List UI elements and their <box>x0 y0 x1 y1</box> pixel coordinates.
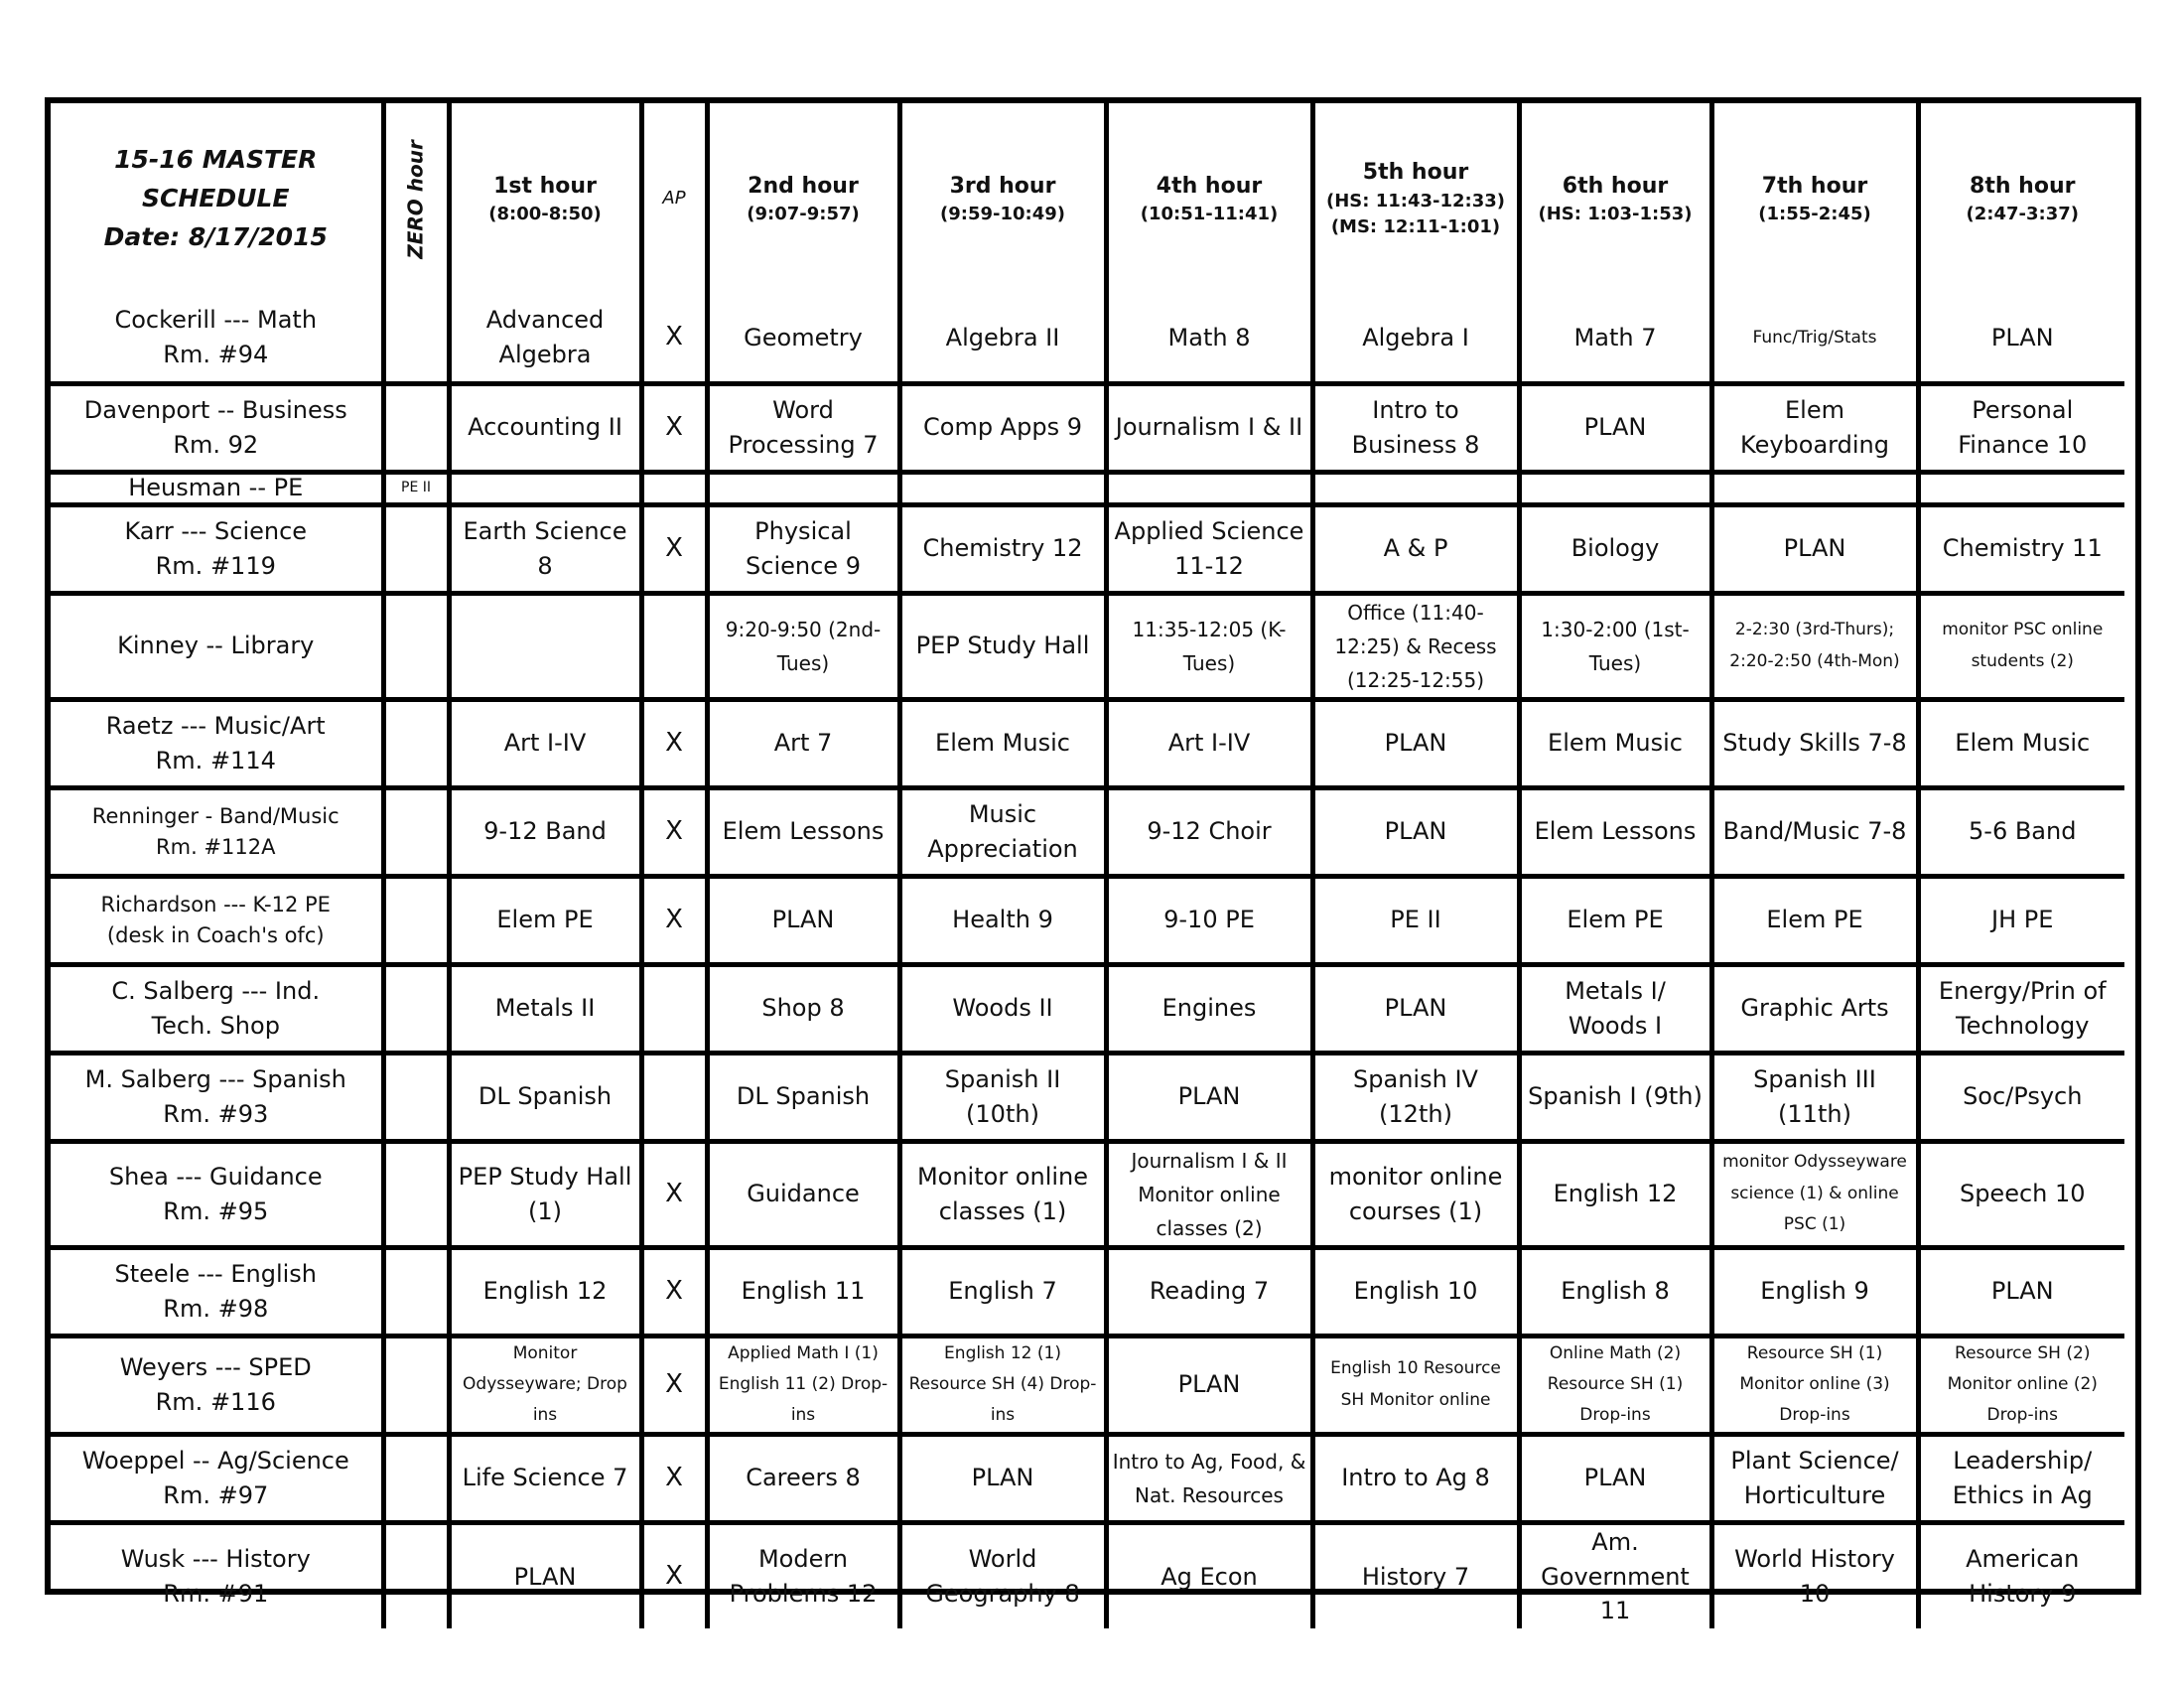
class-cell-h2: 9:20-9:50 (2nd-Tues) <box>707 593 899 699</box>
class-cell-h8: 5-6 Band <box>1918 787 2124 876</box>
class-cell-h2: Geometry <box>707 295 899 383</box>
hour-header: 2nd hour (9:07-9:57) <box>707 103 899 295</box>
class-cell-h7: Graphic Arts <box>1711 964 1918 1053</box>
teacher-line: Rm. #91 <box>163 1580 269 1608</box>
zero-hour-header: ZERO hour <box>383 103 449 295</box>
table-row <box>51 1522 2184 1628</box>
class-cell-h5: PLAN <box>1312 787 1519 876</box>
teacher-line: Rm. #94 <box>163 341 269 369</box>
class-cell-h4: Applied Science 11-12 <box>1106 504 1312 593</box>
class-cell-h2: Applied Math I (1) English 11 (2) Drop-ins <box>707 1336 899 1434</box>
class-cell-h5: Office (11:40-12:25) & Recess (12:25-12:55) <box>1312 593 1519 699</box>
zero-hour-cell <box>383 383 449 472</box>
teacher-line: Kinney -- Library <box>117 632 315 660</box>
class-cell-h7: Elem Keyboarding <box>1711 383 1918 472</box>
zero-hour-cell <box>383 876 449 964</box>
class-cell-h1: DL Spanish <box>449 1053 641 1141</box>
class-cell-h1: Life Science 7 <box>449 1434 641 1522</box>
zero-hour-cell: PE II <box>383 472 449 504</box>
schedule-date: Date: 8/17/2015 <box>103 221 328 251</box>
class-cell-h5: Algebra I <box>1312 295 1519 383</box>
teacher-line: (desk in Coach's ofc) <box>106 922 325 947</box>
teacher-line: C. Salberg --- Ind. <box>111 976 321 1005</box>
class-cell-h6: Elem Music <box>1519 699 1711 787</box>
class-cell-h2: Art 7 <box>707 699 899 787</box>
table-row <box>51 787 2184 876</box>
hour-header: 6th hour (HS: 1:03-1:53) <box>1519 103 1711 295</box>
class-cell-h2: Shop 8 <box>707 964 899 1053</box>
class-cell-h5: PLAN <box>1312 699 1519 787</box>
table-row <box>51 876 2184 964</box>
class-cell-h4 <box>1106 472 1312 504</box>
hour-header: 3rd hour (9:59-10:49) <box>899 103 1106 295</box>
zero-hour-cell <box>383 593 449 699</box>
teacher-cell <box>51 1336 383 1434</box>
table-row <box>51 504 2184 593</box>
zero-hour-cell <box>383 1336 449 1434</box>
class-cell-h2: English 11 <box>707 1247 899 1336</box>
class-cell-h3: Spanish II (10th) <box>899 1053 1106 1141</box>
teacher-line: Rm. #93 <box>163 1099 269 1128</box>
table-row <box>51 295 2184 383</box>
table-row <box>51 383 2184 472</box>
class-cell-h3: Comp Apps 9 <box>899 383 1106 472</box>
table-row <box>51 699 2184 787</box>
class-cell-h3: Elem Music <box>899 699 1106 787</box>
teacher-line: Richardson --- K-12 PE <box>100 893 331 917</box>
class-cell-h4: 9-12 Choir <box>1106 787 1312 876</box>
teacher-line: Rm. #116 <box>155 1387 276 1416</box>
class-cell-h1: English 12 <box>449 1247 641 1336</box>
class-cell-h7: 2-2:30 (3rd-Thurs); 2:20-2:50 (4th-Mon) <box>1711 593 1918 699</box>
teacher-line: Davenport -- Business <box>83 395 347 424</box>
zero-hour-cell <box>383 964 449 1053</box>
class-cell-h3: Algebra II <box>899 295 1106 383</box>
teacher-line: Wusk --- History <box>120 1545 311 1574</box>
class-cell-h4: Reading 7 <box>1106 1247 1312 1336</box>
teacher-line: Tech. Shop <box>151 1011 280 1040</box>
teacher-line: Rm. 92 <box>173 430 259 459</box>
class-cell-h3: Music Appreciation <box>899 787 1106 876</box>
teacher-line: Shea --- Guidance <box>108 1162 323 1191</box>
class-cell-h7: Func/Trig/Stats <box>1711 295 1918 383</box>
class-cell-h8 <box>1918 472 2124 504</box>
class-cell-h2: DL Spanish <box>707 1053 899 1141</box>
table-row <box>51 1336 2184 1434</box>
table-row <box>51 1141 2184 1247</box>
class-cell-h6: English 12 <box>1519 1141 1711 1247</box>
teacher-line: Renninger - Band/Music <box>91 804 340 829</box>
class-cell-h8: Soc/Psych <box>1918 1053 2124 1141</box>
class-cell-h5: PE II <box>1312 876 1519 964</box>
class-cell-h2: Word Processing 7 <box>707 383 899 472</box>
class-cell-h8: PLAN <box>1918 295 2124 383</box>
class-cell-h7: PLAN <box>1711 504 1918 593</box>
zero-hour-cell <box>383 504 449 593</box>
title-line: SCHEDULE <box>142 184 290 213</box>
teacher-line: Rm. #119 <box>155 551 276 580</box>
class-cell-h7: monitor Odysseyware science (1) & online PSC (1) <box>1711 1141 1918 1247</box>
class-cell-h4: PLAN <box>1106 1336 1312 1434</box>
teacher-cell <box>51 593 383 699</box>
ap-cell: X <box>641 295 707 383</box>
teacher-cell <box>51 472 383 504</box>
class-cell-h8: Resource SH (2) Monitor online (2) Drop-ins <box>1918 1336 2124 1434</box>
class-cell-h5: A & P <box>1312 504 1519 593</box>
class-cell-h8: Personal Finance 10 <box>1918 383 2124 472</box>
teacher-line: Steele --- English <box>114 1259 317 1288</box>
class-cell-h3: Health 9 <box>899 876 1106 964</box>
class-cell-h4: Intro to Ag, Food, & Nat. Resources <box>1106 1434 1312 1522</box>
class-cell-h3: English 12 (1) Resource SH (4) Drop-ins <box>899 1336 1106 1434</box>
class-cell-h7: Spanish III (11th) <box>1711 1053 1918 1141</box>
ap-cell: X <box>641 1141 707 1247</box>
ap-cell: X <box>641 876 707 964</box>
teacher-cell <box>51 383 383 472</box>
class-cell-h6: Elem PE <box>1519 876 1711 964</box>
class-cell-h3: PEP Study Hall <box>899 593 1106 699</box>
teacher-cell <box>51 295 383 383</box>
ap-cell <box>641 964 707 1053</box>
class-cell-h2 <box>707 472 899 504</box>
class-cell-h7: Study Skills 7-8 <box>1711 699 1918 787</box>
teacher-cell <box>51 876 383 964</box>
class-cell-h5: History 7 <box>1312 1522 1519 1628</box>
teacher-cell <box>51 1247 383 1336</box>
class-cell-h1: PEP Study Hall (1) <box>449 1141 641 1247</box>
class-cell-h1: PLAN <box>449 1522 641 1628</box>
ap-cell: X <box>641 1247 707 1336</box>
class-cell-h5: English 10 Resource SH Monitor online <box>1312 1336 1519 1434</box>
class-cell-h3: Chemistry 12 <box>899 504 1106 593</box>
hour-header: 1st hour (8:00-8:50) <box>449 103 641 295</box>
teacher-line: Rm. #114 <box>155 746 276 774</box>
class-cell-h5: Spanish IV (12th) <box>1312 1053 1519 1141</box>
zero-hour-cell <box>383 1522 449 1628</box>
class-cell-h4: Journalism I & II <box>1106 383 1312 472</box>
zero-hour-cell <box>383 1247 449 1336</box>
class-cell-h1 <box>449 593 641 699</box>
zero-hour-cell <box>383 295 449 383</box>
class-cell-h2: Guidance <box>707 1141 899 1247</box>
schedule-body <box>51 295 2184 1628</box>
class-cell-h4: Engines <box>1106 964 1312 1053</box>
class-cell-h4: Math 8 <box>1106 295 1312 383</box>
class-cell-h1: Elem PE <box>449 876 641 964</box>
master-schedule-table <box>45 97 2141 1625</box>
teacher-line: Rm. #97 <box>163 1480 269 1509</box>
class-cell-h7: Band/Music 7-8 <box>1711 787 1918 876</box>
class-cell-h7: English 9 <box>1711 1247 1918 1336</box>
class-cell-h5: PLAN <box>1312 964 1519 1053</box>
class-cell-h1: 9-12 Band <box>449 787 641 876</box>
teacher-line: Cockerill --- Math <box>114 306 318 335</box>
zero-hour-cell <box>383 787 449 876</box>
class-cell-h6: PLAN <box>1519 1434 1711 1522</box>
class-cell-h8: Speech 10 <box>1918 1141 2124 1247</box>
class-cell-h6: Math 7 <box>1519 295 1711 383</box>
teacher-line: Rm. #95 <box>163 1196 269 1225</box>
class-cell-h6: Online Math (2) Resource SH (1) Drop-ins <box>1519 1336 1711 1434</box>
class-cell-h8: JH PE <box>1918 876 2124 964</box>
class-cell-h4: Ag Econ <box>1106 1522 1312 1628</box>
table-row <box>51 593 2184 699</box>
teacher-cell <box>51 1141 383 1247</box>
class-cell-h5: Intro to Ag 8 <box>1312 1434 1519 1522</box>
teacher-line: Rm. #112A <box>156 834 276 859</box>
class-cell-h2: Careers 8 <box>707 1434 899 1522</box>
teacher-line: Rm. #98 <box>163 1294 269 1323</box>
table-row <box>51 1247 2184 1336</box>
class-cell-h7 <box>1711 472 1918 504</box>
hour-header: 7th hour (1:55-2:45) <box>1711 103 1918 295</box>
class-cell-h1: Advanced Algebra <box>449 295 641 383</box>
ap-cell <box>641 593 707 699</box>
class-cell-h3: PLAN <box>899 1434 1106 1522</box>
class-cell-h1: Earth Science 8 <box>449 504 641 593</box>
class-cell-h6: 1:30-2:00 (1st-Tues) <box>1519 593 1711 699</box>
class-cell-h7: World History 10 <box>1711 1522 1918 1628</box>
class-cell-h7: Plant Science/ Horticulture <box>1711 1434 1918 1522</box>
class-cell-h7: Resource SH (1) Monitor online (3) Drop-ins <box>1711 1336 1918 1434</box>
class-cell-h2: Physical Science 9 <box>707 504 899 593</box>
class-cell-h7: Elem PE <box>1711 876 1918 964</box>
ap-cell: X <box>641 1336 707 1434</box>
ap-header: AP <box>641 103 707 295</box>
teacher-line: Raetz --- Music/Art <box>105 711 326 740</box>
hour-header: 4th hour (10:51-11:41) <box>1106 103 1312 295</box>
class-cell-h4: PLAN <box>1106 1053 1312 1141</box>
class-cell-h4: Journalism I & II Monitor online classes (2) <box>1106 1141 1312 1247</box>
teacher-cell <box>51 964 383 1053</box>
table-row <box>51 472 2184 504</box>
title-line: 15-16 MASTER <box>114 145 318 175</box>
table-row <box>51 1434 2184 1522</box>
class-cell-h8: Chemistry 11 <box>1918 504 2124 593</box>
teacher-line: Weyers --- SPED <box>119 1352 312 1381</box>
class-cell-h3: Monitor online classes (1) <box>899 1141 1106 1247</box>
class-cell-h5 <box>1312 472 1519 504</box>
class-cell-h4: Art I-IV <box>1106 699 1312 787</box>
class-cell-h8: Elem Music <box>1918 699 2124 787</box>
hour-header: 5th hour (HS: 11:43-12:33) (MS: 12:11-1:01) <box>1312 103 1519 295</box>
teacher-line: Woeppel -- Ag/Science <box>81 1447 349 1476</box>
class-cell-h8: monitor PSC online students (2) <box>1918 593 2124 699</box>
teacher-cell <box>51 1522 383 1628</box>
ap-cell: X <box>641 1522 707 1628</box>
teacher-line: Karr --- Science <box>124 516 308 545</box>
class-cell-h3: World Geography 8 <box>899 1522 1106 1628</box>
ap-cell: X <box>641 504 707 593</box>
class-cell-h4: 11:35-12:05 (K-Tues) <box>1106 593 1312 699</box>
zero-hour-cell <box>383 699 449 787</box>
teacher-cell <box>51 1434 383 1522</box>
hour-header: 8th hour (2:47-3:37) <box>1918 103 2124 295</box>
ap-cell <box>641 1053 707 1141</box>
class-cell-h6: PLAN <box>1519 383 1711 472</box>
class-cell-h5: Intro to Business 8 <box>1312 383 1519 472</box>
class-cell-h1: Monitor Odysseyware; Drop ins <box>449 1336 641 1434</box>
class-cell-h2: Elem Lessons <box>707 787 899 876</box>
class-cell-h1 <box>449 472 641 504</box>
teacher-line: M. Salberg --- Spanish <box>84 1064 346 1093</box>
class-cell-h8: PLAN <box>1918 1247 2124 1336</box>
class-cell-h6: Elem Lessons <box>1519 787 1711 876</box>
class-cell-h1: Accounting II <box>449 383 641 472</box>
teacher-cell <box>51 787 383 876</box>
table-row <box>51 964 2184 1053</box>
class-cell-h5: English 10 <box>1312 1247 1519 1336</box>
class-cell-h6: Metals I/ Woods I <box>1519 964 1711 1053</box>
class-cell-h6: Biology <box>1519 504 1711 593</box>
table-row <box>51 1053 2184 1141</box>
class-cell-h3 <box>899 472 1106 504</box>
zero-hour-cell <box>383 1434 449 1522</box>
class-cell-h3: English 7 <box>899 1247 1106 1336</box>
teacher-line: Heusman -- PE <box>128 474 304 502</box>
class-cell-h8: American History 9 <box>1918 1522 2124 1628</box>
class-cell-h2: PLAN <box>707 876 899 964</box>
teacher-cell <box>51 504 383 593</box>
ap-cell <box>641 472 707 504</box>
class-cell-h2: Modern Problems 12 <box>707 1522 899 1628</box>
ap-cell: X <box>641 383 707 472</box>
teacher-cell <box>51 1053 383 1141</box>
class-cell-h5: monitor online courses (1) <box>1312 1141 1519 1247</box>
class-cell-h6: Spanish I (9th) <box>1519 1053 1711 1141</box>
class-cell-h6: Am. Government 11 <box>1519 1522 1711 1628</box>
ap-cell: X <box>641 699 707 787</box>
ap-cell: X <box>641 1434 707 1522</box>
ap-cell: X <box>641 787 707 876</box>
zero-hour-cell <box>383 1053 449 1141</box>
class-cell-h6: English 8 <box>1519 1247 1711 1336</box>
class-cell-h1: Art I-IV <box>449 699 641 787</box>
class-cell-h6 <box>1519 472 1711 504</box>
schedule-title <box>51 103 383 295</box>
zero-hour-cell <box>383 1141 449 1247</box>
teacher-cell <box>51 699 383 787</box>
class-cell-h8: Leadership/ Ethics in Ag <box>1918 1434 2124 1522</box>
class-cell-h8: Energy/Prin of Technology <box>1918 964 2124 1053</box>
class-cell-h4: 9-10 PE <box>1106 876 1312 964</box>
class-cell-h1: Metals II <box>449 964 641 1053</box>
class-cell-h3: Woods II <box>899 964 1106 1053</box>
